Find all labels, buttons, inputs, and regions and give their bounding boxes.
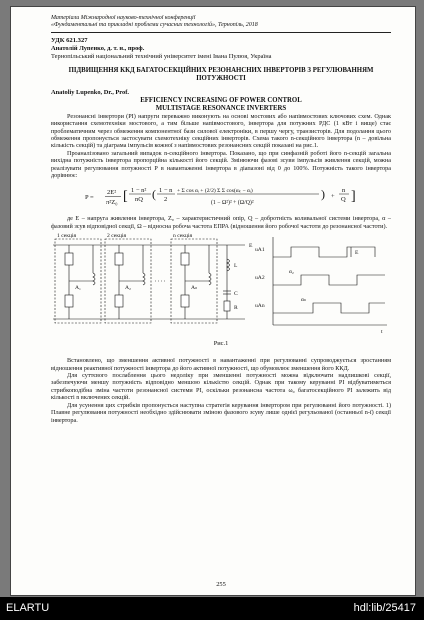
- title-en-line1: EFFICIENCY INCREASING OF POWER CONTROL: [140, 96, 302, 104]
- section-1-label: 1 секція: [57, 233, 77, 240]
- udk-code: УДК 621.327: [51, 37, 88, 45]
- formula-coef-den: π²Z₀: [106, 199, 118, 207]
- alphan-label: αₙ: [301, 297, 307, 304]
- footer-left-text: ELARTU: [6, 602, 50, 614]
- formula-coef-num: 2E²: [107, 189, 117, 197]
- formula-frac2-num: 1 − n: [159, 187, 173, 195]
- title-en-line2: MULTISTAGE RESONANCE INVERTERS: [155, 104, 287, 112]
- pulse-e-label: E: [355, 250, 359, 257]
- formula-bracket-left: [: [123, 189, 128, 205]
- time-axis-label: t: [381, 329, 383, 336]
- pulse-label-ua1: uA1: [255, 247, 265, 254]
- pulse-label-uan: uAn: [255, 303, 265, 310]
- e-label: E: [249, 243, 253, 250]
- figure-caption: Рис.1: [213, 340, 229, 348]
- section-2-label: 2 секція: [107, 233, 127, 240]
- title-ua: ПІДВИЩЕННЯ ККД БАГАТОСЕКЦІЙНИХ РЕЗОНАНСНИХ ІНВЕРТОРІВ З РЕГУЛЮВАННЯМ ПОТУЖНОСТІ: [68, 66, 374, 82]
- page-number: 255: [216, 581, 226, 588]
- paragraph-1: Резонансні інвертори (РІ) напруги переважно виконують на основі мостових або напівмостових ключових схем. Однак використання схемотехніки мостового, а тим більше напівмостового, інвертора для потужних РДС (1 кВт і вище) стає проблематичним через обмеження компонентної бази силової електроніки, в першу чергу, транзисторів. Для подолання цього обмеження пропонується застосувати схемотехніку секційних інверторів. Схема такого n-секційного інвертора (n – довільна кількість секцій) та діаграма імпульсів кожної з напівмостових резонансних секцій показані на рис.1.: [51, 112, 391, 150]
- formula-plus: +: [331, 193, 335, 201]
- l-label: L: [234, 263, 238, 270]
- formula-paren-open: (: [152, 187, 156, 202]
- formula-tail-den: Q: [341, 196, 346, 204]
- page-content: [51, 15, 391, 588]
- footer-bar: [0, 597, 424, 620]
- c-label: C: [234, 291, 238, 298]
- formula-frac1-den: nQ: [135, 196, 143, 204]
- formula-paren-close: ): [321, 187, 325, 202]
- formula-bracket-right: ]: [351, 189, 356, 205]
- an-label: Aₙ: [191, 285, 198, 292]
- power-formula: [51, 182, 391, 212]
- document-page: [10, 6, 416, 596]
- paragraph-3: де E – напруга живлення інвертора, Z₀ – характеристичний опір, Q – добротність коливальної системи інвертора, α – фазовий зсув відповідної секції, Ω – відносна робоча частота ЕПРА (відношення його робочої частоти до резонансної частоти).: [51, 215, 391, 230]
- figure-1: [51, 233, 391, 337]
- formula-denominator: (1 − Ω²)² + (Ω/Q)²: [211, 200, 254, 207]
- paragraph-4: Встановлено, що зменшення активної потужності в навантаженні при регулюванні супроводжується зростанням відношення реактивної потужності інвертора до його активної потужності, що обумовлює зменшення його ККД.: [51, 357, 391, 372]
- paragraph-6: Для усунення цих стрибків пропонується наступна стратегія керування інвертором при регулюванні його потужності. 1) Плавне регулювання потужності необхідно здійснювати зміною фазового зсуву лише однієї регульованої (останньої n-ї) секції інвертора.: [51, 401, 391, 424]
- formula-sum-terms: + Σ cos αᵢ + (2/2) Σ Σ cos(αₖ − αᵢ): [177, 188, 253, 195]
- a1-label: A₁: [75, 285, 81, 292]
- footer-right-text[interactable]: hdl:lib/25417: [353, 602, 416, 614]
- alpha2-label: α₂: [289, 269, 294, 276]
- author-ua: Анатолій Лупенко, д. т. н., проф.: [51, 45, 145, 53]
- header-divider: [51, 32, 391, 33]
- pulse-label-ua2: uA2: [255, 275, 265, 282]
- paragraph-5: Для суттєвого послаблення цього недоліку при зменшенні потужності можна відключати надлишкові секції, забезпечуючи меншу потужність відповідно меншою кількістю секцій. Однак при такому керуванні РІ відбуватиметься стрибкоподібна зміна частоти резонансної системи РІ, оскільки резонансна частота ω₀ багатосекційного РІ залежить від кількості n включених секцій.: [51, 372, 391, 402]
- a2-label: A₂: [125, 285, 131, 292]
- conference-header-line1: Матеріали Міжнародної науково-технічної конференції: [51, 15, 196, 21]
- section-n-label: n секція: [173, 233, 193, 240]
- affiliation: Тернопільський національний технічний університет імені Івана Пулюя, Україна: [51, 53, 272, 60]
- author-en: Anatoliy Lupenko, Dr., Prof.: [51, 88, 129, 96]
- conference-header-line2: «Фундаментальні та прикладні проблеми сучасних технологій», Тернопіль, 2018: [51, 22, 258, 29]
- paragraph-2: Проаналізовано загальний випадок n-секційного інвертора. Показано, що при синфазній роботі його n-секцій загальна вихідна потужність інвертора пропорційна кількості його секцій. Змінюючи фазові зсуви імпульсів живлення секцій, можна реалізувати регулювання потужності Р в навантаженні інвертора в діапазоні від 0 до 100%. Потужність такого інвертора дорівнює:: [51, 149, 391, 180]
- formula-lhs: P =: [85, 194, 94, 202]
- formula-tail-num: n: [342, 187, 346, 195]
- formula-frac2-den: 2: [164, 196, 168, 204]
- r-label: R: [234, 305, 238, 312]
- formula-frac1-num: 1 − n²: [131, 187, 147, 195]
